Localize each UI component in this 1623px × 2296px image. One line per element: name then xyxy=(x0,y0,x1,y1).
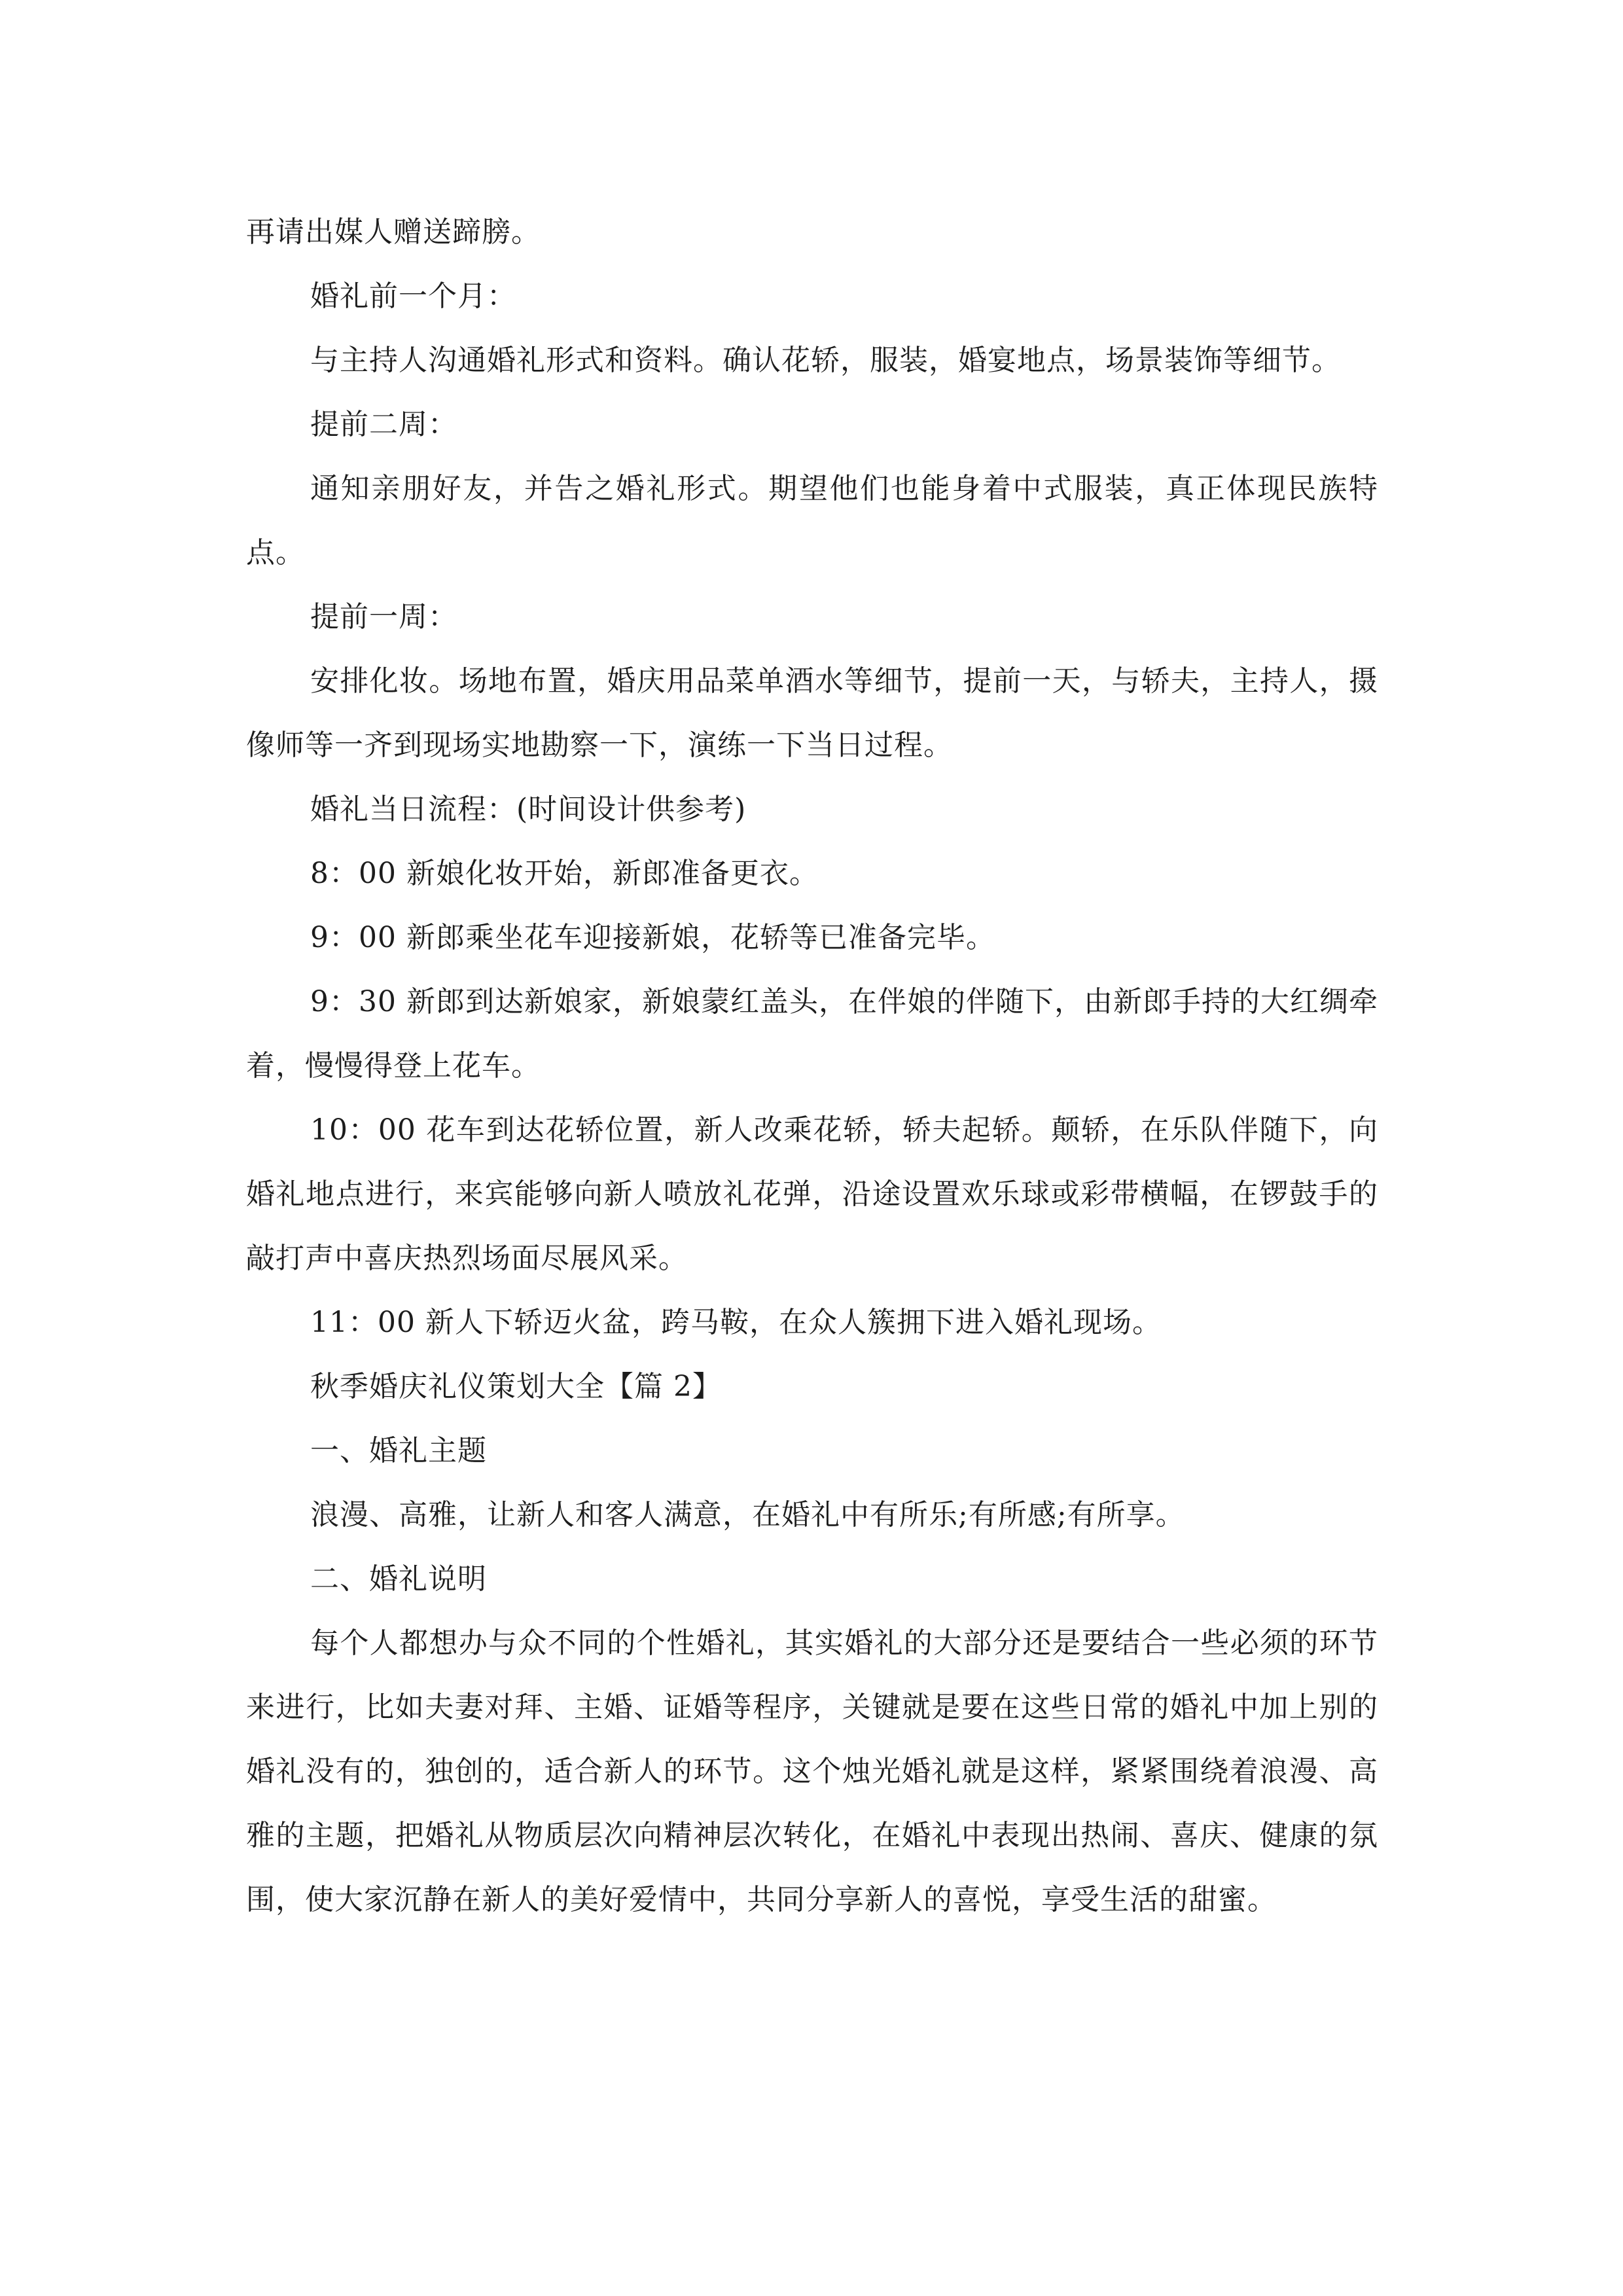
paragraph: 婚礼当日流程：(时间设计供参考) xyxy=(310,793,747,826)
paragraph: 11：00 新人下轿迈火盆，跨马鞍，在众人簇拥下进入婚礼现场。 xyxy=(310,1306,1162,1339)
paragraph: 提前一周： xyxy=(310,600,457,634)
document-body xyxy=(246,200,1378,1932)
section-heading: 秋季婚庆礼仪策划大全【篇 2】 xyxy=(310,1370,722,1403)
paragraph: 9：00 新郎乘坐花车迎接新娘，花轿等已准备完毕。 xyxy=(310,921,995,954)
subsection-heading: 一、婚礼主题 xyxy=(310,1434,487,1467)
paragraph: 8：00 新娘化妆开始，新郎准备更衣。 xyxy=(310,857,819,890)
paragraph: 安排化妆。场地布置，婚庆用品菜单酒水等细节，提前一天，与轿夫，主持人，摄像师等一齐到现场实地勘察一下，演练一下当日过程。 xyxy=(246,664,1378,762)
paragraph: 婚礼前一个月： xyxy=(310,279,516,313)
subsection-heading: 二、婚礼说明 xyxy=(310,1562,487,1596)
paragraph: 浪漫、高雅，让新人和客人满意，在婚礼中有所乐;有所感;有所享。 xyxy=(310,1498,1185,1532)
paragraph: 再请出媒人赠送蹄膀。 xyxy=(246,215,541,249)
paragraph: 10：00 花车到达花轿位置，新人改乘花轿，轿夫起轿。颠轿，在乐队伴随下，向婚礼地点进行，来宾能够向新人喷放礼花弹，沿途设置欢乐球或彩带横幅，在锣鼓手的敲打声中喜庆热烈场面尽展风采。 xyxy=(246,1113,1378,1275)
paragraph: 通知亲朋好友，并告之婚礼形式。期望他们也能身着中式服装，真正体现民族特点。 xyxy=(246,472,1378,569)
paragraph: 提前二周： xyxy=(310,408,457,441)
paragraph: 9：30 新郎到达新娘家，新娘蒙红盖头，在伴娘的伴随下，由新郎手持的大红绸牵着，慢慢得登上花车。 xyxy=(246,985,1378,1083)
paragraph: 与主持人沟通婚礼形式和资料。确认花轿，服装，婚宴地点，场景装饰等细节。 xyxy=(310,344,1341,377)
paragraph: 每个人都想办与众不同的个性婚礼，其实婚礼的大部分还是要结合一些必须的环节来进行，比如夫妻对拜、主婚、证婚等程序，关键就是要在这些日常的婚礼中加上别的婚礼没有的，独创的，适合新人的环节。这个烛光婚礼就是这样，紧紧围绕着浪漫、高雅的主题，把婚礼从物质层次向精神层次转化，在婚礼中表现出热闹、喜庆、健康的氛围，使大家沉静在新人的美好爱情中，共同分享新人的喜悦，享受生活的甜蜜。 xyxy=(246,1626,1378,1916)
